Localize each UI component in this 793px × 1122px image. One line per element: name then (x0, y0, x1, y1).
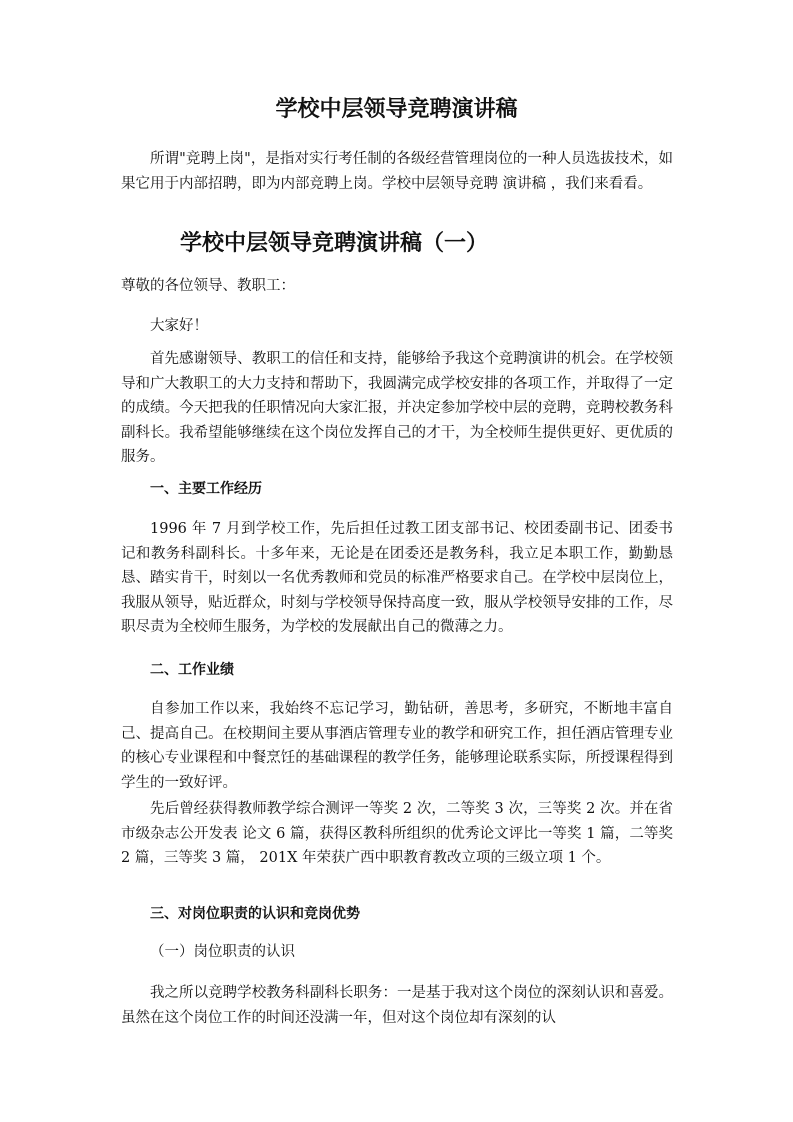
paragraph-awards: 先后曾经获得教师教学综合测评一等奖 2 次，二等奖 3 次，三等奖 2 次。并在省市级杂志公开发表 论文 6 篇，获得区教科所组织的优秀论文评比一等奖 1 篇，二等奖 2 篇，三等奖 3 篇， 201X 年荣获广西中职教育教改立项的三级立项 1 个。 (121, 801, 673, 867)
intro-paragraph: 所谓"竞聘上岗"，是指对实行考任制的各级经营管理岗位的一种人员选拔技术，如果它用于内部招聘，即为内部竞聘上岗。学校中层领导竞聘 演讲稿 ，我们来看看。 (121, 151, 673, 192)
heading-work-experience: 一、主要工作经历 (150, 481, 262, 497)
paragraph-achievements: 自参加工作以来，我始终不忘记学习，勤钻研，善思考，多研究，不断地丰富自己、提高自己。在校期间主要从事酒店管理专业的教学和研究工作，担任酒店管理专业的核心专业课程和中餐烹饪的基础课程的教学任务，能够理论联系实际，所授课程得到学生的一致好评。 (121, 701, 673, 791)
paragraph-position-reason: 我之所以竞聘学校教务科副科长职务：一是基于我对这个岗位的深刻认识和喜爱。虽然在这个岗位工作的时间还没满一年，但对这个岗位却有深刻的认 (121, 985, 673, 1026)
section-subtitle: 学校中层领导竞聘演讲稿（一） (180, 231, 489, 256)
paragraph-thanks: 首先感谢领导、教职工的信任和支持，能够给予我这个竞聘演讲的机会。在学校领导和广大教职工的大力支持和帮助下，我圆满完成学校安排的各项工作，并取得了一定的成绩。今天把我的任职情况向大家汇报，并决定参加学校中层的竞聘，竞聘校教务科副科长。我希望能够继续在这个岗位发挥自己的才干，为全校师生提供更好、更优质的服务。 (121, 351, 673, 466)
document-title: 学校中层领导竞聘演讲稿 (275, 97, 518, 122)
heading-position-understanding: 三、对岗位职责的认识和竞岗优势 (150, 906, 360, 922)
greeting-line: 尊敬的各位领导、教职工： (121, 278, 295, 294)
heading-achievements: 二、工作业绩 (150, 662, 234, 678)
paragraph-work-experience: 1996 年 7 月到学校工作，先后担任过教工团支部书记、校团委副书记、团委书记和教务科副科长。十多年来，无论是在团委还是教务科，我立足本职工作，勤勤恳恳、踏实肯干，时刻以一名优秀教师和党员的标准严格要求自己。在学校中层岗位上，我服从领导，贴近群众，时刻与学校领导保持高度一致，服从学校领导安排的工作，尽职尽责为全校师生服务，为学校的发展献出自己的微薄之力。 (121, 521, 673, 636)
hello-line: 大家好！ (150, 318, 208, 334)
subheading-position-duties: （一）岗位职责的认识 (150, 944, 295, 960)
